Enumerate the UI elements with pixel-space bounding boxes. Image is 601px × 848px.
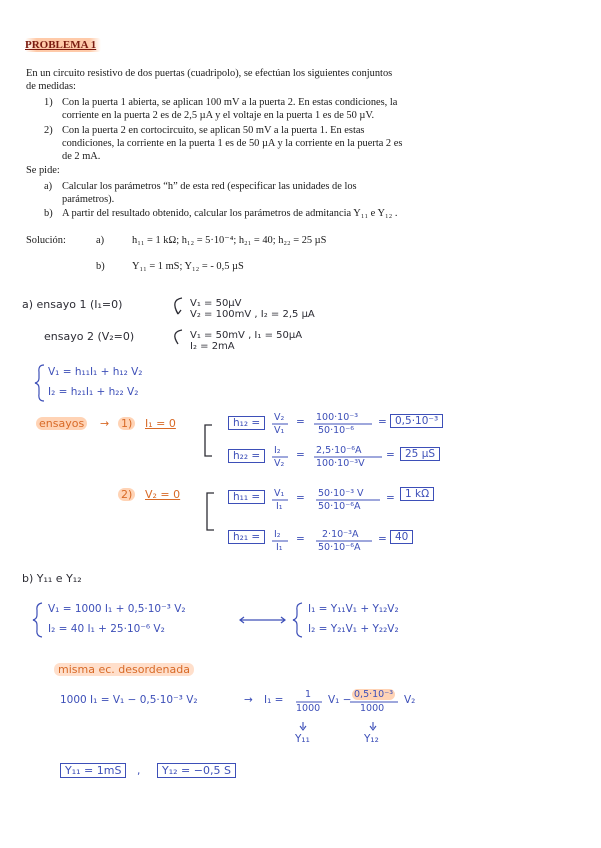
curved-arrow-icon — [175, 298, 182, 314]
test-1-v2-i2: V₂ = 100mV , I₂ = 2,5 µA — [190, 309, 315, 320]
h11-numerator: V₁ — [274, 488, 285, 499]
y11-result: Y₁₁ = 1mS — [60, 763, 126, 778]
y-equation-2: I₂ = Y₂₁V₁ + Y₂₂V₂ — [308, 623, 399, 635]
h21-numerator: I₂ — [274, 529, 281, 540]
h12-value-numerator: 100·10⁻³ — [316, 412, 359, 423]
measure-2-line-1: Con la puerta 2 en cortocircuito, se aplican 50 mV a la puerta 1. En estas — [62, 125, 365, 136]
bracket-icon — [205, 425, 212, 456]
h-equation-2: I₂ = h₂₁I₁ + h₂₂ V₂ — [48, 386, 139, 398]
asks-heading: Se pide: — [26, 165, 60, 176]
measure-2-line-3: de 2 mA. — [62, 151, 101, 162]
h12-value-denominator: 50·10⁻⁶ — [318, 425, 355, 436]
solution-b-text: Y₁₁ = 1 mS; Y₁₂ = - 0,5 µS — [132, 261, 244, 272]
h21-value-denominator: 50·10⁻⁶A — [318, 542, 361, 553]
intro-line-1: En un circuito resistivo de dos puertas (cuadripolo), se efectúan los siguientes conjuntos — [26, 68, 393, 79]
i1-lhs: I₁ = — [264, 694, 284, 706]
case-1-condition: I₁ = 0 — [145, 417, 176, 430]
fraction-2-numerator: 0,5·10⁻³ — [354, 689, 394, 700]
b-equation-1: V₁ = 1000 I₁ + 0,5·10⁻³ V₂ — [48, 603, 186, 615]
y12-result: Y₁₂ = −0,5 S — [157, 763, 236, 778]
case-1-number: 1) — [118, 417, 135, 430]
reordered-equation: 1000 I₁ = V₁ − 0,5·10⁻³ V₂ — [60, 694, 198, 706]
h12-result: 0,5·10⁻³ — [390, 414, 443, 428]
y12-arrow-label: Y₁₂ — [364, 733, 379, 745]
h21-value-numerator: 2·10⁻³A — [322, 529, 359, 540]
solution-label: Solución: — [26, 235, 66, 246]
h21-result: 40 — [390, 530, 413, 544]
h-equation-1: V₁ = h₁₁I₁ + h₁₂ V₂ — [48, 366, 143, 378]
reorder-arrow: → — [244, 694, 253, 706]
case-2-condition: V₂ = 0 — [145, 488, 181, 501]
h12-label: h₁₂ = — [228, 416, 265, 430]
y-equation-1: I₁ = Y₁₁V₁ + Y₁₂V₂ — [308, 603, 399, 615]
same-equation-note: misma ec. desordenada — [54, 663, 194, 676]
h22-value-denominator: 100·10⁻³V — [316, 458, 365, 469]
h11-value-numerator: 50·10⁻³ V — [318, 488, 364, 499]
test-2-i2: I₂ = 2mA — [190, 341, 235, 352]
measure-1-line-1: Con la puerta 1 abierta, se aplican 100 mV a la puerta 2. En estas condiciones, la — [62, 97, 398, 108]
h22-label: h₂₂ = — [228, 449, 265, 463]
h12-denominator: V₁ — [274, 425, 285, 436]
fraction-1-denominator: 1000 — [296, 703, 321, 714]
v1-term: V₁ − — [328, 694, 352, 706]
h11-label: h₁₁ = — [228, 490, 265, 504]
h12-numerator: V₂ — [274, 412, 285, 423]
measure-1-line-2: corriente en la puerta 2 es de 2,5 µA y el voltaje en la puerta 1 es de 50 µV. — [62, 110, 375, 121]
ask-b-number: b) — [44, 208, 53, 219]
part-b-heading: b) Y₁₁ e Y₁₂ — [22, 572, 82, 585]
problem-title: PROBLEMA 1 — [25, 38, 101, 52]
y11-arrow-label: Y₁₁ — [295, 733, 310, 745]
h11-value-denominator: 50·10⁻⁶A — [318, 501, 361, 512]
test-2-heading: ensayo 2 (V₂=0) — [44, 330, 135, 343]
solution-a-label: a) — [96, 235, 105, 246]
fraction-2-denominator: 1000 — [360, 703, 385, 714]
fraction-1-numerator: 1 — [305, 689, 312, 700]
result-comma: , — [137, 765, 141, 777]
test-1-heading: a) ensayo 1 (I₁=0) — [22, 298, 123, 311]
case-2-number: 2) — [118, 488, 135, 501]
test-1-v1: V₁ = 50µV — [190, 298, 242, 309]
curved-arrow-icon — [175, 330, 182, 344]
ask-a-line-2: parámetros). — [62, 194, 115, 205]
h11-denominator: I₁ — [276, 501, 283, 512]
h21-label: h₂₁ = — [228, 530, 265, 544]
measure-1-number: 1) — [44, 97, 53, 108]
h22-numerator: I₂ — [274, 445, 281, 456]
solution-a-text: h₁₁ = 1 kΩ; h₁₂ = 5·10⁻⁴; h₂₁ = 40; h₂₂ = 25 µS — [132, 235, 327, 246]
h21-denominator: I₁ — [276, 542, 283, 553]
test-2-v1-i1: V₁ = 50mV , I₁ = 50µA — [190, 330, 303, 341]
measure-2-line-2: condiciones, la corriente en la puerta 1 es de 50 µA y la corriente en la puerta 2 es — [62, 138, 403, 149]
h22-value-numerator: 2,5·10⁻⁶A — [316, 445, 362, 456]
b-equation-2: I₂ = 40 I₁ + 25·10⁻⁶ V₂ — [48, 623, 165, 635]
intro-line-2: de medidas: — [26, 81, 76, 92]
ask-a-line-1: Calcular los parámetros “h” de esta red (especificar las unidades de los — [62, 181, 357, 192]
brace-icon — [35, 365, 44, 401]
solution-b-label: b) — [96, 261, 105, 272]
h11-result: 1 kΩ — [400, 487, 434, 501]
bracket-icon — [207, 493, 214, 530]
h22-denominator: V₂ — [274, 458, 285, 469]
ask-b-line-1: A partir del resultado obtenido, calcular los parámetros de admitancia Y₁₁ e Y₁₂ . — [62, 208, 398, 219]
ask-a-number: a) — [44, 181, 53, 192]
h22-result: 25 µS — [400, 447, 440, 461]
measure-2-number: 2) — [44, 125, 53, 136]
ensayos-label: ensayos — [36, 417, 87, 430]
ensayos-arrow: → — [100, 417, 110, 430]
v2-term: V₂ — [404, 694, 416, 706]
